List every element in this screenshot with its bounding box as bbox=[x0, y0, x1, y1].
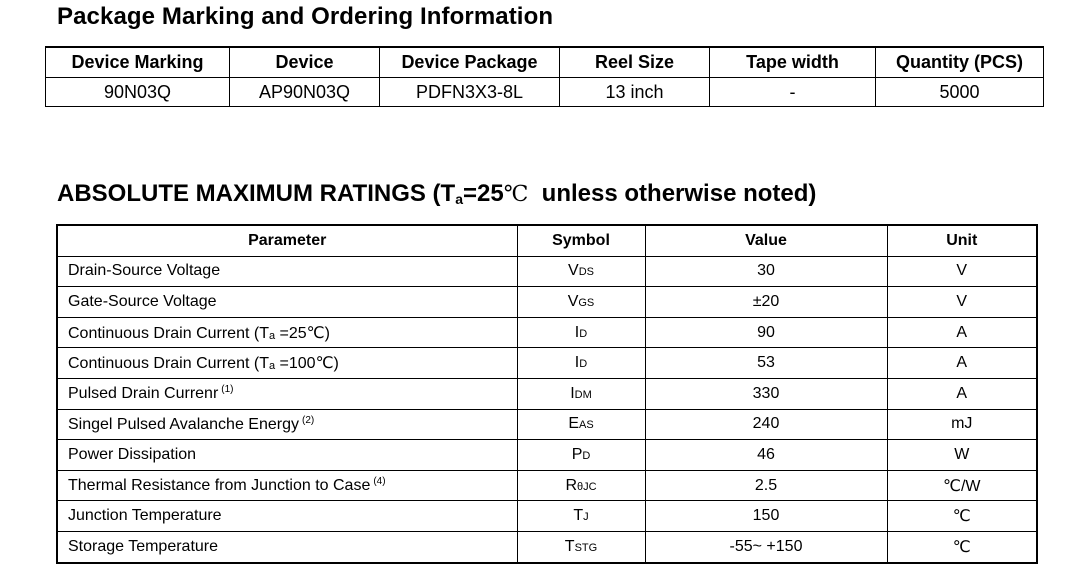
ratings-row bbox=[57, 409, 1037, 440]
ratings-title-sub: a bbox=[455, 191, 463, 207]
ordering-header-cell: Reel Size bbox=[560, 47, 710, 78]
ordering-title: Package Marking and Ordering Information bbox=[57, 3, 554, 30]
symbol-text: T bbox=[573, 507, 584, 525]
ordering-data-row bbox=[46, 78, 1044, 107]
unit-cell: ℃/W bbox=[887, 470, 1037, 501]
symbol-cell bbox=[517, 287, 645, 318]
ratings-header-cell: Value bbox=[645, 225, 887, 256]
ratings-header-cell: Unit bbox=[887, 225, 1037, 256]
ratings-row bbox=[57, 378, 1037, 409]
ratings-row bbox=[57, 317, 1037, 348]
unit-cell: A bbox=[887, 317, 1037, 348]
param-text: Continuous Drain Current (T bbox=[68, 324, 269, 342]
param-subscript: a bbox=[268, 329, 276, 342]
param-text: Thermal Resistance from Junction to Case bbox=[68, 477, 371, 495]
ratings-row bbox=[57, 470, 1037, 501]
symbol-cell bbox=[517, 440, 645, 471]
param-tail: =25℃) bbox=[275, 324, 330, 342]
ordering-cell: PDFN3X3-8L bbox=[380, 78, 560, 107]
ratings-row bbox=[57, 348, 1037, 379]
param-cell bbox=[57, 470, 517, 501]
unit-cell: V bbox=[887, 287, 1037, 318]
ratings-title bbox=[57, 180, 816, 208]
param-text: Power Dissipation bbox=[68, 445, 197, 463]
param-cell bbox=[57, 348, 517, 379]
ratings-title-eq: =25 bbox=[463, 180, 504, 207]
symbol-subscript: STG bbox=[574, 541, 598, 554]
ratings-title-rest: unless otherwise noted) bbox=[528, 180, 817, 207]
symbol-text: E bbox=[568, 415, 579, 433]
param-cell bbox=[57, 409, 517, 440]
ratings-title-main: ABSOLUTE MAXIMUM RATINGS (T bbox=[57, 180, 456, 207]
symbol-cell bbox=[517, 470, 645, 501]
value-cell: -55~ +150 bbox=[645, 531, 887, 562]
symbol-cell bbox=[517, 501, 645, 532]
param-cell bbox=[57, 440, 517, 471]
unit-cell: mJ bbox=[887, 409, 1037, 440]
symbol-cell bbox=[517, 409, 645, 440]
unit-cell: A bbox=[887, 378, 1037, 409]
param-note: (1) bbox=[221, 384, 234, 396]
symbol-text: T bbox=[564, 537, 575, 555]
unit-cell: ℃ bbox=[887, 531, 1037, 562]
ratings-row bbox=[57, 501, 1037, 532]
ordering-header-cell: Tape width bbox=[710, 47, 876, 78]
ordering-header-cell: Quantity (PCS) bbox=[876, 47, 1044, 78]
ordering-header-cell: Device Marking bbox=[46, 47, 230, 78]
value-cell: 53 bbox=[645, 348, 887, 379]
symbol-text: V bbox=[567, 292, 579, 310]
symbol-text: I bbox=[570, 384, 575, 402]
ordering-cell: 13 inch bbox=[560, 78, 710, 107]
unit-cell: W bbox=[887, 440, 1037, 471]
unit-cell: ℃ bbox=[887, 501, 1037, 532]
param-cell bbox=[57, 531, 517, 562]
symbol-subscript: J bbox=[583, 511, 589, 524]
symbol-subscript: AS bbox=[578, 419, 594, 432]
symbol-cell bbox=[517, 348, 645, 379]
symbol-cell bbox=[517, 317, 645, 348]
symbol-subscript: DM bbox=[574, 388, 592, 401]
ratings-row bbox=[57, 287, 1037, 318]
param-note: (4) bbox=[373, 476, 386, 488]
ratings-row bbox=[57, 440, 1037, 471]
param-cell bbox=[57, 256, 517, 287]
param-text: Storage Temperature bbox=[68, 537, 219, 555]
symbol-cell bbox=[517, 256, 645, 287]
ordering-header-row bbox=[46, 47, 1044, 78]
param-text: Drain-Source Voltage bbox=[68, 262, 221, 280]
param-note: (2) bbox=[301, 414, 315, 426]
symbol-subscript: D bbox=[582, 449, 591, 462]
unit-cell: V bbox=[887, 256, 1037, 287]
symbol-text: I bbox=[574, 354, 580, 372]
ordering-cell: 5000 bbox=[876, 78, 1044, 107]
value-cell: 90 bbox=[645, 317, 887, 348]
symbol-subscript: D bbox=[579, 327, 588, 340]
param-text: Pulsed Drain Currenr bbox=[68, 385, 219, 403]
ratings-header-cell: Parameter bbox=[57, 225, 517, 256]
value-cell: 30 bbox=[645, 256, 887, 287]
ordering-cell: 90N03Q bbox=[46, 78, 230, 107]
value-cell: 330 bbox=[645, 378, 887, 409]
ordering-cell: AP90N03Q bbox=[230, 78, 380, 107]
symbol-text: I bbox=[574, 323, 580, 341]
symbol-subscript: D bbox=[579, 358, 588, 371]
value-cell: ±20 bbox=[645, 287, 887, 318]
ratings-title-degree: ℃ bbox=[503, 182, 529, 207]
symbol-text: R bbox=[565, 476, 577, 494]
param-text: Gate-Source Voltage bbox=[68, 292, 217, 310]
ratings-table bbox=[56, 224, 1038, 564]
ordering-table bbox=[45, 46, 1044, 107]
param-text: Singel Pulsed Avalanche Energy bbox=[68, 415, 299, 433]
param-cell bbox=[57, 287, 517, 318]
ratings-row bbox=[57, 256, 1037, 287]
symbol-subscript: GS bbox=[578, 296, 595, 309]
symbol-subscript: DS bbox=[578, 266, 594, 279]
ratings-row bbox=[57, 531, 1037, 562]
param-tail: =100℃) bbox=[275, 355, 339, 373]
symbol-subscript: θJC bbox=[577, 480, 597, 493]
param-cell bbox=[57, 501, 517, 532]
ratings-header-row bbox=[57, 225, 1037, 256]
param-text: Junction Temperature bbox=[68, 507, 222, 525]
ordering-cell: - bbox=[710, 78, 876, 107]
param-cell bbox=[57, 317, 517, 348]
symbol-cell bbox=[517, 378, 645, 409]
param-cell bbox=[57, 378, 517, 409]
symbol-cell bbox=[517, 531, 645, 562]
symbol-text: P bbox=[571, 445, 583, 463]
ordering-header-cell: Device bbox=[230, 47, 380, 78]
ordering-header-cell: Device Package bbox=[380, 47, 560, 78]
value-cell: 150 bbox=[645, 501, 887, 532]
param-text: Continuous Drain Current (T bbox=[68, 355, 269, 373]
value-cell: 46 bbox=[645, 440, 887, 471]
value-cell: 240 bbox=[645, 409, 887, 440]
ratings-header-cell: Symbol bbox=[517, 225, 645, 256]
value-cell: 2.5 bbox=[645, 470, 887, 501]
unit-cell: A bbox=[887, 348, 1037, 379]
param-subscript: a bbox=[268, 360, 276, 373]
symbol-text: V bbox=[568, 262, 579, 280]
